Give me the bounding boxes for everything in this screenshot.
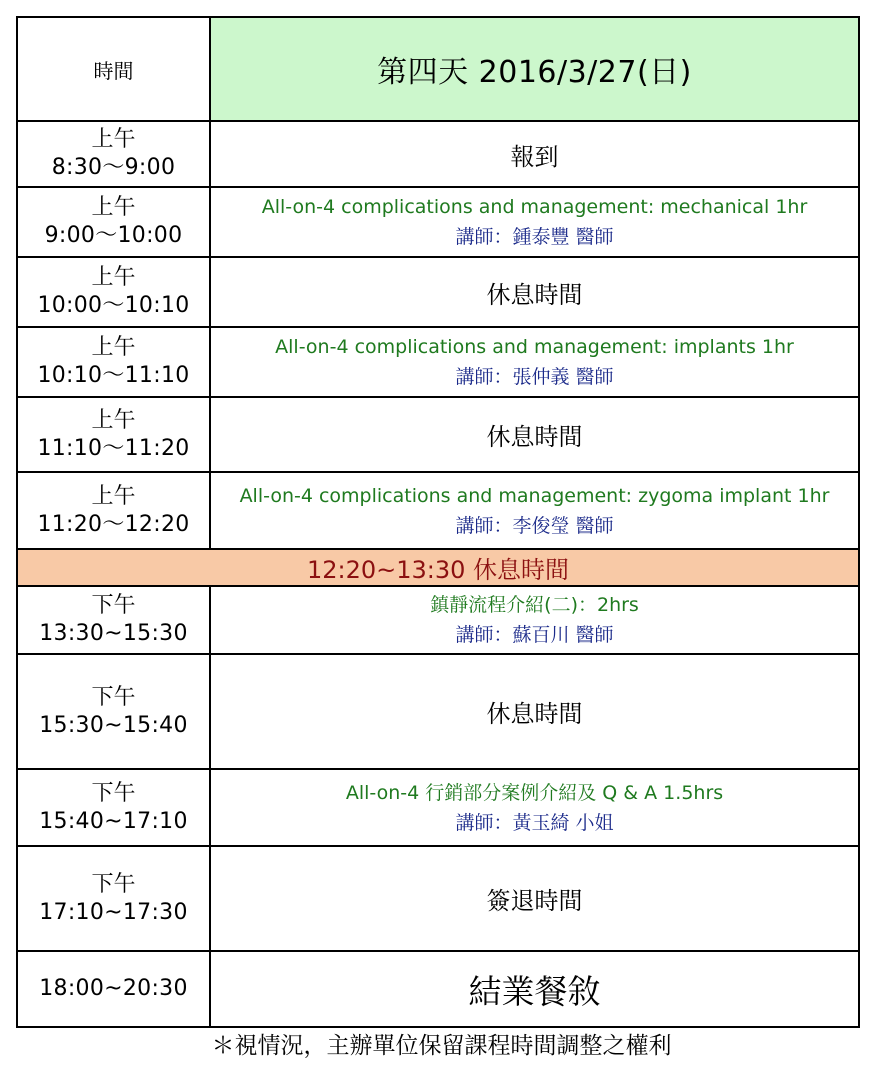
time-cell [17, 397, 210, 472]
time-range: 8:30～9:00 [51, 155, 176, 180]
event-cell: 報到 [210, 121, 859, 187]
time-cell [17, 586, 210, 654]
session-speaker: 講師：蘇百川 醫師 [455, 624, 614, 646]
time-cell [17, 121, 210, 187]
period-label: 下午 [91, 593, 136, 618]
lunch-break-row [17, 549, 859, 586]
period-label: 下午 [91, 871, 136, 897]
lunch-break-label: 12:20~13:30 休息時間 [17, 549, 859, 586]
table-row [17, 121, 859, 187]
time-range: 15:30~15:40 [39, 712, 188, 738]
time-cell [17, 951, 210, 1027]
event-cell [210, 187, 859, 257]
time-range: 10:00～10:10 [37, 293, 190, 318]
time-range: 11:10～11:20 [37, 435, 190, 461]
session-topic: All-on-4 complications and management: zygoma implant 1hr [239, 484, 830, 507]
time-range: 15:40~17:10 [39, 808, 188, 834]
session-topic: All-on-4 行銷部分案例介紹及 Q & A 1.5hrs [345, 781, 724, 804]
table-row [17, 846, 859, 951]
period-label: 上午 [91, 195, 136, 220]
event-cell [210, 586, 859, 654]
header-row [17, 17, 859, 121]
schedule-table [16, 16, 860, 1028]
table-row [17, 187, 859, 257]
time-cell [17, 187, 210, 257]
event-cell: 休息時間 [210, 397, 859, 472]
day-title: 第四天 2016/3/27(日) [210, 17, 859, 121]
table-row [17, 397, 859, 472]
table-row [17, 654, 859, 769]
event-cell: 簽退時間 [210, 846, 859, 951]
footnote: ＊視情況，主辦單位保留課程時間調整之權利 [211, 1033, 672, 1059]
time-cell [17, 257, 210, 327]
time-cell [17, 654, 210, 769]
time-cell [17, 846, 210, 951]
time-range: 11:20～12:20 [37, 511, 190, 537]
period-label: 下午 [91, 780, 136, 806]
time-range: 13:30~15:30 [39, 621, 188, 646]
period-label: 上午 [91, 265, 136, 290]
table-row [17, 586, 859, 654]
time-cell [17, 327, 210, 397]
session-topic: All-on-4 complications and management: mechanical 1hr [261, 196, 808, 218]
event-cell: 休息時間 [210, 257, 859, 327]
period-label: 上午 [91, 483, 136, 509]
time-range: 17:10~17:30 [39, 899, 188, 925]
session-speaker: 講師：張仲義 醫師 [455, 366, 614, 388]
event-cell [210, 327, 859, 397]
session-speaker: 講師：李俊瑩 醫師 [455, 514, 614, 537]
session-speaker: 講師：黃玉綺 小姐 [455, 811, 614, 834]
time-range: 18:00~20:30 [39, 976, 188, 1001]
table-row [17, 951, 859, 1027]
period-label: 下午 [91, 684, 136, 710]
time-range: 9:00～10:00 [44, 223, 183, 248]
table-row [17, 257, 859, 327]
session-speaker: 講師：鍾泰豐 醫師 [455, 226, 614, 248]
table-row [17, 769, 859, 846]
session-topic: 鎮靜流程介紹(二)：2hrs [430, 594, 639, 616]
time-range: 10:10～11:10 [37, 363, 190, 388]
event-cell [210, 472, 859, 549]
table-row [17, 472, 859, 549]
time-cell [17, 769, 210, 846]
event-cell: 休息時間 [210, 654, 859, 769]
event-cell [210, 769, 859, 846]
period-label: 上午 [91, 407, 136, 433]
time-column-header: 時間 [17, 17, 210, 121]
period-label: 上午 [91, 335, 136, 360]
time-cell [17, 472, 210, 549]
table-row [17, 327, 859, 397]
period-label: 上午 [91, 127, 136, 152]
session-topic: All-on-4 complications and management: implants 1hr [275, 336, 794, 358]
event-cell: 結業餐敘 [210, 951, 859, 1027]
